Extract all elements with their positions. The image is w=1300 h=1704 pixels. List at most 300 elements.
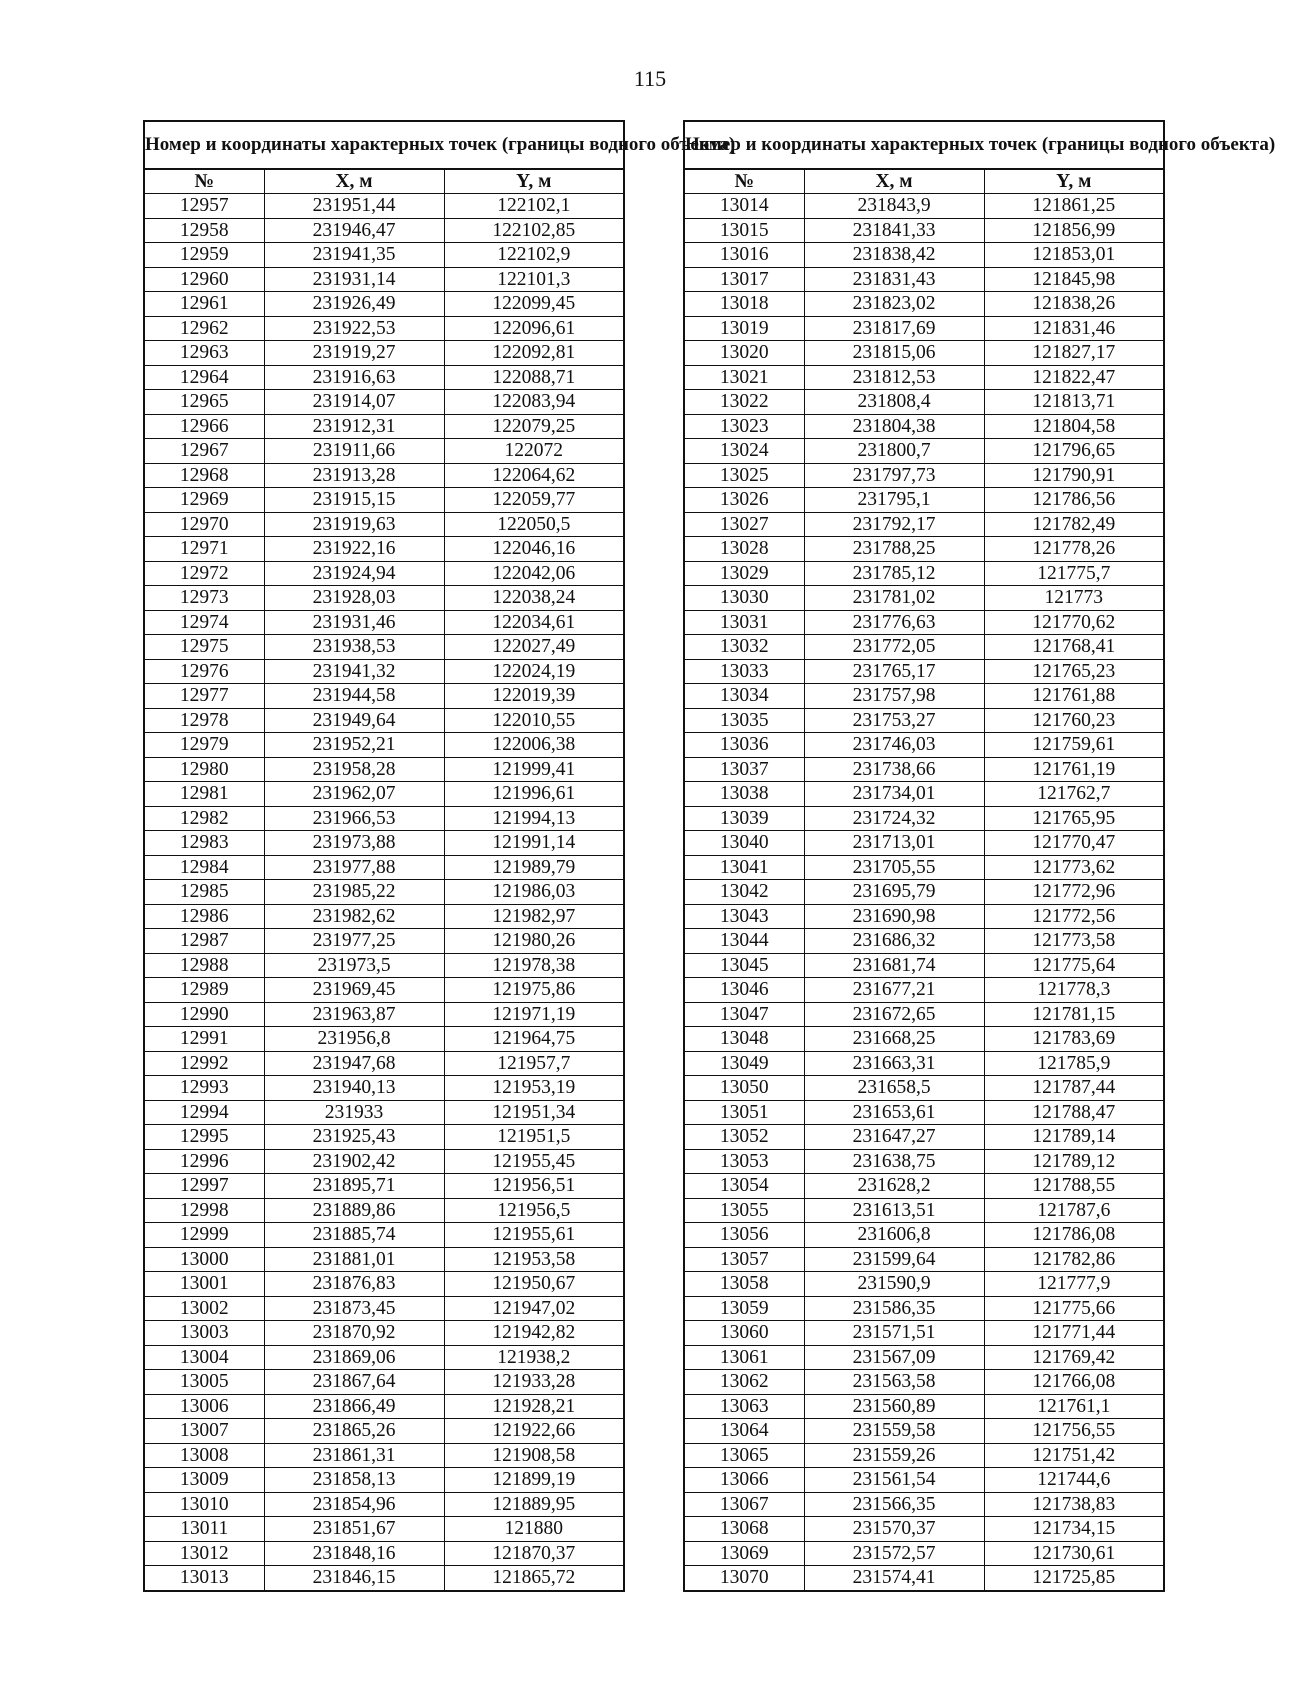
table-row [144, 1051, 624, 1076]
x-coordinate-cell: 231924,94 [264, 561, 444, 586]
table-row [684, 904, 1164, 929]
point-number-cell: 12972 [144, 561, 264, 586]
y-coordinate-cell: 121766,08 [984, 1370, 1164, 1395]
table-row [684, 1443, 1164, 1468]
table-row [684, 1468, 1164, 1493]
point-number-cell: 12963 [144, 341, 264, 366]
table-row [684, 782, 1164, 807]
y-coordinate-cell: 121738,83 [984, 1492, 1164, 1517]
y-coordinate-cell: 122034,61 [444, 610, 624, 635]
right-header-x: X, м [804, 169, 984, 194]
x-coordinate-cell: 231561,54 [804, 1468, 984, 1493]
point-number-cell: 13028 [684, 537, 804, 562]
y-coordinate-cell: 121908,58 [444, 1443, 624, 1468]
x-coordinate-cell: 231919,63 [264, 512, 444, 537]
y-coordinate-cell: 121880 [444, 1517, 624, 1542]
table-row [684, 635, 1164, 660]
y-coordinate-cell: 122006,38 [444, 733, 624, 758]
point-number-cell: 13067 [684, 1492, 804, 1517]
table-row [144, 1076, 624, 1101]
x-coordinate-cell: 231941,35 [264, 243, 444, 268]
point-number-cell: 13062 [684, 1370, 804, 1395]
point-number-cell: 13052 [684, 1125, 804, 1150]
x-coordinate-cell: 231885,74 [264, 1223, 444, 1248]
table-row [684, 218, 1164, 243]
table-row [144, 512, 624, 537]
x-coordinate-cell: 231705,55 [804, 855, 984, 880]
x-coordinate-cell: 231681,74 [804, 953, 984, 978]
point-number-cell: 13065 [684, 1443, 804, 1468]
x-coordinate-cell: 231838,42 [804, 243, 984, 268]
point-number-cell: 13009 [144, 1468, 264, 1493]
table-row [144, 267, 624, 292]
y-coordinate-cell: 122010,55 [444, 708, 624, 733]
table-row [144, 1027, 624, 1052]
table-row [684, 733, 1164, 758]
x-coordinate-cell: 231613,51 [804, 1198, 984, 1223]
y-coordinate-cell: 121778,3 [984, 978, 1164, 1003]
point-number-cell: 13043 [684, 904, 804, 929]
table-row [144, 1198, 624, 1223]
x-coordinate-cell: 231586,35 [804, 1296, 984, 1321]
table-row [684, 1370, 1164, 1395]
y-coordinate-cell: 121759,61 [984, 733, 1164, 758]
y-coordinate-cell: 122024,19 [444, 659, 624, 684]
x-coordinate-cell: 231570,37 [804, 1517, 984, 1542]
left-coordinates-table [143, 120, 736, 1592]
point-number-cell: 13058 [684, 1272, 804, 1297]
left-table-body [144, 194, 624, 1591]
table-row [144, 782, 624, 807]
point-number-cell: 12973 [144, 586, 264, 611]
x-coordinate-cell: 231870,92 [264, 1321, 444, 1346]
table-row [144, 757, 624, 782]
x-coordinate-cell: 231566,35 [804, 1492, 984, 1517]
y-coordinate-cell: 122027,49 [444, 635, 624, 660]
x-coordinate-cell: 231922,53 [264, 316, 444, 341]
y-coordinate-cell: 121786,08 [984, 1223, 1164, 1248]
y-coordinate-cell: 121922,66 [444, 1419, 624, 1444]
point-number-cell: 12992 [144, 1051, 264, 1076]
point-number-cell: 13001 [144, 1272, 264, 1297]
point-number-cell: 13003 [144, 1321, 264, 1346]
table-row [144, 1272, 624, 1297]
point-number-cell: 13055 [684, 1198, 804, 1223]
table-row [684, 1223, 1164, 1248]
y-coordinate-cell: 121942,82 [444, 1321, 624, 1346]
y-coordinate-cell: 121813,71 [984, 390, 1164, 415]
point-number-cell: 13061 [684, 1345, 804, 1370]
table-row [144, 1443, 624, 1468]
table-row [144, 365, 624, 390]
point-number-cell: 12991 [144, 1027, 264, 1052]
table-row [684, 806, 1164, 831]
point-number-cell: 12989 [144, 978, 264, 1003]
point-number-cell: 12995 [144, 1125, 264, 1150]
table-row [684, 1394, 1164, 1419]
point-number-cell: 13064 [684, 1419, 804, 1444]
x-coordinate-cell: 231846,15 [264, 1566, 444, 1591]
point-number-cell: 12978 [144, 708, 264, 733]
point-number-cell: 12976 [144, 659, 264, 684]
point-number-cell: 12999 [144, 1223, 264, 1248]
y-coordinate-cell: 121772,96 [984, 880, 1164, 905]
y-coordinate-cell: 121853,01 [984, 243, 1164, 268]
x-coordinate-cell: 231944,58 [264, 684, 444, 709]
table-row [144, 463, 624, 488]
x-coordinate-cell: 231861,31 [264, 1443, 444, 1468]
x-coordinate-cell: 231866,49 [264, 1394, 444, 1419]
y-coordinate-cell: 122092,81 [444, 341, 624, 366]
y-coordinate-cell: 122064,62 [444, 463, 624, 488]
y-coordinate-cell: 121796,65 [984, 439, 1164, 464]
x-coordinate-cell: 231772,05 [804, 635, 984, 660]
x-coordinate-cell: 231966,53 [264, 806, 444, 831]
y-coordinate-cell: 121964,75 [444, 1027, 624, 1052]
x-coordinate-cell: 231686,32 [804, 929, 984, 954]
y-coordinate-cell: 121955,61 [444, 1223, 624, 1248]
point-number-cell: 13025 [684, 463, 804, 488]
x-coordinate-cell: 231823,02 [804, 292, 984, 317]
point-number-cell: 12961 [144, 292, 264, 317]
table-row [144, 488, 624, 513]
x-coordinate-cell: 231753,27 [804, 708, 984, 733]
point-number-cell: 13066 [684, 1468, 804, 1493]
y-coordinate-cell: 121744,6 [984, 1468, 1164, 1493]
point-number-cell: 12957 [144, 194, 264, 219]
y-coordinate-cell: 121785,9 [984, 1051, 1164, 1076]
y-coordinate-cell: 121782,49 [984, 512, 1164, 537]
x-coordinate-cell: 231804,38 [804, 414, 984, 439]
point-number-cell: 12988 [144, 953, 264, 978]
point-number-cell: 13011 [144, 1517, 264, 1542]
x-coordinate-cell: 231933 [264, 1100, 444, 1125]
table-row [684, 1247, 1164, 1272]
x-coordinate-cell: 231713,01 [804, 831, 984, 856]
x-coordinate-cell: 231858,13 [264, 1468, 444, 1493]
x-coordinate-cell: 231638,75 [804, 1149, 984, 1174]
point-number-cell: 13019 [684, 316, 804, 341]
y-coordinate-cell: 121870,37 [444, 1541, 624, 1566]
table-row [684, 365, 1164, 390]
table-row [144, 586, 624, 611]
x-coordinate-cell: 231851,67 [264, 1517, 444, 1542]
table-row [684, 390, 1164, 415]
table-row [144, 1566, 624, 1591]
y-coordinate-cell: 121865,72 [444, 1566, 624, 1591]
left-header-y: Y, м [444, 169, 624, 194]
x-coordinate-cell: 231895,71 [264, 1174, 444, 1199]
x-coordinate-cell: 231785,12 [804, 561, 984, 586]
y-coordinate-cell: 121899,19 [444, 1468, 624, 1493]
x-coordinate-cell: 231599,64 [804, 1247, 984, 1272]
table-row [144, 218, 624, 243]
table-row [144, 561, 624, 586]
table-row [144, 904, 624, 929]
x-coordinate-cell: 231977,88 [264, 855, 444, 880]
x-coordinate-cell: 231663,31 [804, 1051, 984, 1076]
table-row [684, 978, 1164, 1003]
y-coordinate-cell: 121790,91 [984, 463, 1164, 488]
table-row [684, 414, 1164, 439]
x-coordinate-cell: 231765,17 [804, 659, 984, 684]
point-number-cell: 13037 [684, 757, 804, 782]
x-coordinate-cell: 231926,49 [264, 292, 444, 317]
table-row [684, 316, 1164, 341]
point-number-cell: 12996 [144, 1149, 264, 1174]
table-row [144, 1370, 624, 1395]
table-row [684, 1272, 1164, 1297]
x-coordinate-cell: 231865,26 [264, 1419, 444, 1444]
x-coordinate-cell: 231941,32 [264, 659, 444, 684]
x-coordinate-cell: 231962,07 [264, 782, 444, 807]
point-number-cell: 13018 [684, 292, 804, 317]
point-number-cell: 12965 [144, 390, 264, 415]
table-row [144, 978, 624, 1003]
x-coordinate-cell: 231792,17 [804, 512, 984, 537]
x-coordinate-cell: 231571,51 [804, 1321, 984, 1346]
table-row [684, 659, 1164, 684]
table-row [684, 1027, 1164, 1052]
y-coordinate-cell: 121761,1 [984, 1394, 1164, 1419]
table-row [144, 1002, 624, 1027]
table-row [684, 1321, 1164, 1346]
point-number-cell: 12964 [144, 365, 264, 390]
table-row [684, 1517, 1164, 1542]
x-coordinate-cell: 231668,25 [804, 1027, 984, 1052]
x-coordinate-cell: 231938,53 [264, 635, 444, 660]
y-coordinate-cell: 121889,95 [444, 1492, 624, 1517]
table-row [144, 1541, 624, 1566]
point-number-cell: 13006 [144, 1394, 264, 1419]
y-coordinate-cell: 121827,17 [984, 341, 1164, 366]
y-coordinate-cell: 121804,58 [984, 414, 1164, 439]
y-coordinate-cell: 121950,67 [444, 1272, 624, 1297]
x-coordinate-cell: 231982,62 [264, 904, 444, 929]
table-row [684, 1566, 1164, 1591]
x-coordinate-cell: 231628,2 [804, 1174, 984, 1199]
x-coordinate-cell: 231606,8 [804, 1223, 984, 1248]
table-row [684, 1174, 1164, 1199]
point-number-cell: 13000 [144, 1247, 264, 1272]
table-row [684, 831, 1164, 856]
y-coordinate-cell: 121777,9 [984, 1272, 1164, 1297]
point-number-cell: 13036 [684, 733, 804, 758]
point-number-cell: 13002 [144, 1296, 264, 1321]
table-row [684, 341, 1164, 366]
y-coordinate-cell: 122019,39 [444, 684, 624, 709]
y-coordinate-cell: 121951,34 [444, 1100, 624, 1125]
x-coordinate-cell: 231559,26 [804, 1443, 984, 1468]
x-coordinate-cell: 231738,66 [804, 757, 984, 782]
table-row [684, 194, 1164, 219]
y-coordinate-cell: 122046,16 [444, 537, 624, 562]
y-coordinate-cell: 121975,86 [444, 978, 624, 1003]
table-row [684, 1419, 1164, 1444]
table-row [144, 1223, 624, 1248]
x-coordinate-cell: 231746,03 [804, 733, 984, 758]
table-row [144, 194, 624, 219]
table-row [144, 1394, 624, 1419]
point-number-cell: 12966 [144, 414, 264, 439]
y-coordinate-cell: 121978,38 [444, 953, 624, 978]
y-coordinate-cell: 122101,3 [444, 267, 624, 292]
table-row [684, 463, 1164, 488]
y-coordinate-cell: 121783,69 [984, 1027, 1164, 1052]
table-row [684, 1541, 1164, 1566]
y-coordinate-cell: 121768,41 [984, 635, 1164, 660]
point-number-cell: 13040 [684, 831, 804, 856]
x-coordinate-cell: 231881,01 [264, 1247, 444, 1272]
table-row [684, 1076, 1164, 1101]
table-row [144, 1468, 624, 1493]
table-row [684, 757, 1164, 782]
point-number-cell: 13057 [684, 1247, 804, 1272]
y-coordinate-cell: 122059,77 [444, 488, 624, 513]
x-coordinate-cell: 231958,28 [264, 757, 444, 782]
point-number-cell: 12960 [144, 267, 264, 292]
table-row [684, 1296, 1164, 1321]
point-number-cell: 12997 [144, 1174, 264, 1199]
table-row [684, 1198, 1164, 1223]
y-coordinate-cell: 121831,46 [984, 316, 1164, 341]
x-coordinate-cell: 231916,63 [264, 365, 444, 390]
x-coordinate-cell: 231913,28 [264, 463, 444, 488]
point-number-cell: 13049 [684, 1051, 804, 1076]
x-coordinate-cell: 231831,43 [804, 267, 984, 292]
point-number-cell: 12981 [144, 782, 264, 807]
table-row [684, 1492, 1164, 1517]
point-number-cell: 13021 [684, 365, 804, 390]
y-coordinate-cell: 121957,7 [444, 1051, 624, 1076]
y-coordinate-cell: 121787,6 [984, 1198, 1164, 1223]
y-coordinate-cell: 121771,44 [984, 1321, 1164, 1346]
table-row [684, 512, 1164, 537]
point-number-cell: 12977 [144, 684, 264, 709]
table-row [684, 708, 1164, 733]
point-number-cell: 13030 [684, 586, 804, 611]
point-number-cell: 12962 [144, 316, 264, 341]
x-coordinate-cell: 231949,64 [264, 708, 444, 733]
table-row [144, 390, 624, 415]
point-number-cell: 12980 [144, 757, 264, 782]
point-number-cell: 13014 [684, 194, 804, 219]
table-row [684, 1051, 1164, 1076]
y-coordinate-cell: 121986,03 [444, 880, 624, 905]
x-coordinate-cell: 231800,7 [804, 439, 984, 464]
y-coordinate-cell: 122096,61 [444, 316, 624, 341]
x-coordinate-cell: 231867,64 [264, 1370, 444, 1395]
x-coordinate-cell: 231973,88 [264, 831, 444, 856]
table-row [144, 1419, 624, 1444]
y-coordinate-cell: 121789,14 [984, 1125, 1164, 1150]
y-coordinate-cell: 121999,41 [444, 757, 624, 782]
y-coordinate-cell: 121938,2 [444, 1345, 624, 1370]
x-coordinate-cell: 231915,15 [264, 488, 444, 513]
table-row [144, 243, 624, 268]
point-number-cell: 13050 [684, 1076, 804, 1101]
point-number-cell: 12998 [144, 1198, 264, 1223]
point-number-cell: 12986 [144, 904, 264, 929]
y-coordinate-cell: 121756,55 [984, 1419, 1164, 1444]
point-number-cell: 13031 [684, 610, 804, 635]
point-number-cell: 12968 [144, 463, 264, 488]
x-coordinate-cell: 231914,07 [264, 390, 444, 415]
y-coordinate-cell: 121773 [984, 586, 1164, 611]
y-coordinate-cell: 121782,86 [984, 1247, 1164, 1272]
point-number-cell: 13047 [684, 1002, 804, 1027]
x-coordinate-cell: 231843,9 [804, 194, 984, 219]
x-coordinate-cell: 231841,33 [804, 218, 984, 243]
y-coordinate-cell: 122050,5 [444, 512, 624, 537]
y-coordinate-cell: 121781,15 [984, 1002, 1164, 1027]
point-number-cell: 12975 [144, 635, 264, 660]
point-number-cell: 13010 [144, 1492, 264, 1517]
table-row [684, 439, 1164, 464]
table-row [144, 635, 624, 660]
x-coordinate-cell: 231947,68 [264, 1051, 444, 1076]
left-header-number: № [144, 169, 264, 194]
table-row [144, 1100, 624, 1125]
y-coordinate-cell: 122088,71 [444, 365, 624, 390]
y-coordinate-cell: 121765,95 [984, 806, 1164, 831]
y-coordinate-cell: 121734,15 [984, 1517, 1164, 1542]
point-number-cell: 13033 [684, 659, 804, 684]
right-table-title: Номер и координаты характерных точек (границы водного объекта) [684, 121, 1164, 169]
point-number-cell: 13004 [144, 1345, 264, 1370]
right-table-body [684, 194, 1164, 1591]
y-coordinate-cell: 121786,56 [984, 488, 1164, 513]
x-coordinate-cell: 231873,45 [264, 1296, 444, 1321]
y-coordinate-cell: 121789,12 [984, 1149, 1164, 1174]
x-coordinate-cell: 231876,83 [264, 1272, 444, 1297]
table-row [144, 439, 624, 464]
x-coordinate-cell: 231815,06 [804, 341, 984, 366]
point-number-cell: 12985 [144, 880, 264, 905]
y-coordinate-cell: 121971,19 [444, 1002, 624, 1027]
x-coordinate-cell: 231931,46 [264, 610, 444, 635]
point-number-cell: 13070 [684, 1566, 804, 1591]
x-coordinate-cell: 231854,96 [264, 1492, 444, 1517]
point-number-cell: 13038 [684, 782, 804, 807]
point-number-cell: 13032 [684, 635, 804, 660]
point-number-cell: 13034 [684, 684, 804, 709]
x-coordinate-cell: 231690,98 [804, 904, 984, 929]
point-number-cell: 12967 [144, 439, 264, 464]
point-number-cell: 13054 [684, 1174, 804, 1199]
y-coordinate-cell: 121928,21 [444, 1394, 624, 1419]
point-number-cell: 13008 [144, 1443, 264, 1468]
y-coordinate-cell: 121775,7 [984, 561, 1164, 586]
y-coordinate-cell: 121762,7 [984, 782, 1164, 807]
table-row [144, 733, 624, 758]
point-number-cell: 13051 [684, 1100, 804, 1125]
x-coordinate-cell: 231951,44 [264, 194, 444, 219]
table-row [144, 1149, 624, 1174]
point-number-cell: 13012 [144, 1541, 264, 1566]
table-row [684, 929, 1164, 954]
x-coordinate-cell: 231795,1 [804, 488, 984, 513]
x-coordinate-cell: 231572,57 [804, 1541, 984, 1566]
x-coordinate-cell: 231919,27 [264, 341, 444, 366]
point-number-cell: 13035 [684, 708, 804, 733]
point-number-cell: 12994 [144, 1100, 264, 1125]
table-row [144, 1345, 624, 1370]
point-number-cell: 12983 [144, 831, 264, 856]
point-number-cell: 13042 [684, 880, 804, 905]
y-coordinate-cell: 121933,28 [444, 1370, 624, 1395]
x-coordinate-cell: 231563,58 [804, 1370, 984, 1395]
